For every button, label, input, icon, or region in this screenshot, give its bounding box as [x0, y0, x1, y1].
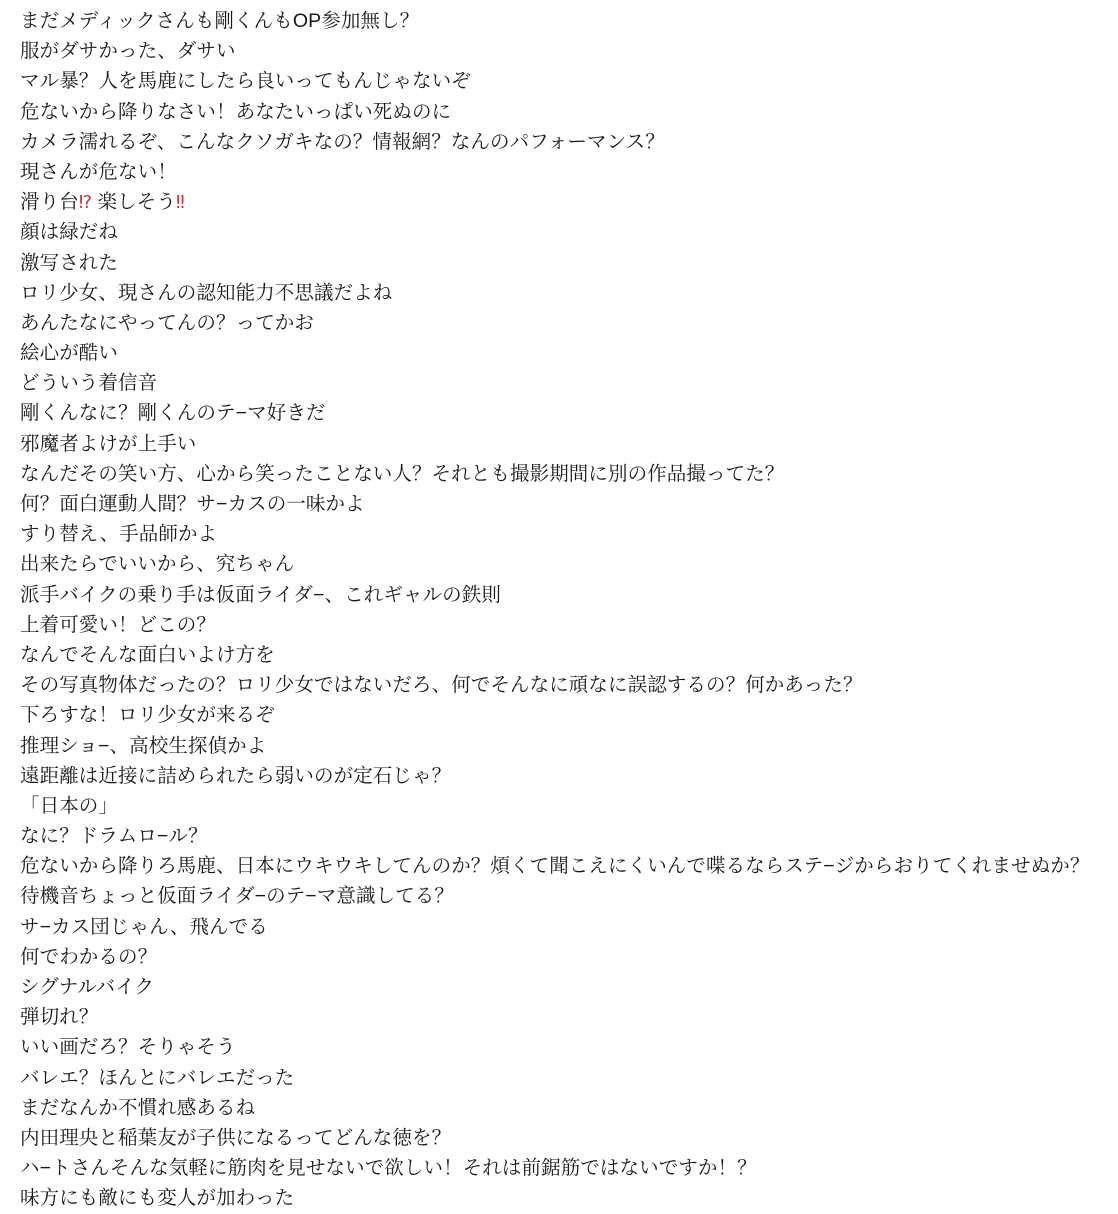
comment-text: 何？面白運動人間？サ−カスの一味かよ [20, 493, 365, 515]
comment-text: 待機音ちょっと仮面ライダ−のテ−マ意識してる？ [20, 885, 454, 908]
double-exclamation-icon: ‼ [175, 192, 185, 214]
comment-text: なんでそんな面白いよけ方を [20, 643, 275, 666]
comment-row [0, 851, 1118, 881]
comment-row [0, 6, 1118, 36]
comment-text: サ−カス団じゃん、飛んでる [20, 915, 268, 938]
comment-text: なに？ドラムロ−ル？ [20, 825, 208, 848]
comment-row [0, 912, 1118, 942]
comment-text: 出来たらでいいから、究ちゃん [20, 553, 295, 576]
comment-text: 滑り台 [20, 191, 79, 214]
comment-row [0, 640, 1118, 670]
comment-row [0, 610, 1118, 640]
comment-row [0, 398, 1118, 428]
comment-text: 邪魔者よけが上手い [20, 432, 197, 455]
comment-row [0, 761, 1118, 791]
comment-text-continued: 楽しそう [92, 191, 176, 214]
comment-text: 危ないから降りろ馬鹿、日本にウキウキしてんのか？煩くて聞こえにくいんで喋るならステ−ジからおりてくれませぬか？ [20, 855, 1090, 878]
comment-text: 絵心が酷い [20, 342, 119, 365]
comment-row [0, 942, 1118, 972]
comment-row [0, 157, 1118, 187]
comment-text: 遠距離は近接に詰められたら弱いのが定石じゃ？ [20, 764, 452, 787]
comment-text: なんだその笑い方、心から笑ったことない人？それとも撮影期間に別の作品撮ってた？ [20, 462, 785, 485]
comment-text: 現さんが危ない！ [20, 160, 177, 183]
comment-row [0, 248, 1118, 278]
comment-text: その写真物体だったの？ロリ少女ではないだろ、何でそんなに頑なに誤認するの？何かあった？ [20, 674, 863, 697]
comment-text: 激写された [20, 251, 119, 274]
comment-row [0, 881, 1118, 911]
comment-text: どういう着信音 [20, 372, 158, 395]
comment-text: バレエ？ほんとにバレエだった [20, 1066, 295, 1089]
comment-text: あんたなにやってんの？ってかお [20, 311, 315, 334]
comment-text: マル暴？人を馬鹿にしたら良いってもんじゃないぞ [20, 70, 471, 93]
comment-text: ハ−トさんそんな気軽に筋肉を見せないで欲しい！それは前鋸筋ではないですか！？ [20, 1157, 757, 1180]
comment-row [0, 217, 1118, 247]
comment-text: 服がダサかった、ダサい [20, 40, 236, 63]
comment-row [0, 368, 1118, 398]
comment-row [0, 519, 1118, 549]
comment-row [0, 278, 1118, 308]
comment-text: 下ろすな！ロリ少女が来るぞ [20, 704, 275, 727]
comment-row [0, 429, 1118, 459]
comment-row [0, 670, 1118, 700]
comment-row [0, 731, 1118, 761]
comment-text: 上着可愛い！どこの？ [20, 613, 217, 636]
comment-text: まだメディックさんも剛くんもOP参加無し？ [20, 10, 420, 32]
comment-text: すり替え、手品師かよ [20, 523, 218, 546]
comment-row [0, 821, 1118, 851]
comment-row [0, 338, 1118, 368]
comment-row [0, 700, 1118, 730]
comment-text: 何でわかるの？ [20, 945, 158, 968]
comment-row [0, 1093, 1118, 1123]
comment-text: ロリ少女、現さんの認知能力不思議だよね [20, 281, 393, 304]
comment-row [0, 1153, 1118, 1183]
comment-text: 内田理央と稲葉友が子供になるってどんな徳を？ [20, 1126, 452, 1149]
exclamation-question-icon: ⁉ [78, 192, 93, 214]
comment-row [0, 187, 1118, 217]
comment-row [0, 1183, 1118, 1213]
comment-row [0, 972, 1118, 1002]
comment-text: 味方にも敵にも変人が加わった [20, 1187, 295, 1210]
comment-row [0, 1063, 1118, 1093]
comment-row [0, 791, 1118, 821]
comment-text: いい画だろ？そりゃそう [20, 1036, 236, 1059]
comment-row [0, 97, 1118, 127]
comment-text: まだなんか不慣れ感あるね [20, 1096, 256, 1119]
comment-row [0, 36, 1118, 66]
comment-text: 「日本の」 [20, 794, 119, 817]
comment-row [0, 1002, 1118, 1032]
comment-row [0, 66, 1118, 96]
comment-row [0, 1032, 1118, 1062]
comment-row [0, 127, 1118, 157]
comment-text: カメラ濡れるぞ、こんなクソガキなの？情報網？なんのパフォーマンス？ [20, 130, 665, 153]
comment-text: 派手バイクの乗り手は仮面ライダ−、これギャルの鉄則 [20, 583, 501, 606]
comment-row [0, 459, 1118, 489]
comment-text: シグナルバイク [20, 976, 155, 998]
comment-text: 危ないから降りなさい！あなたいっぱい死ぬのに [20, 100, 452, 123]
comment-row [0, 489, 1118, 519]
comment-text: 剛くんなに？剛くんのテ−マ好きだ [20, 402, 326, 425]
comment-text: 顔は緑だね [20, 221, 119, 244]
comment-row [0, 1123, 1118, 1153]
comment-row [0, 580, 1118, 610]
comment-text: 推理ショ−、高校生探偵かよ [20, 734, 267, 757]
comment-row [0, 549, 1118, 579]
comment-text: 弾切れ？ [20, 1006, 99, 1029]
comment-row [0, 308, 1118, 338]
